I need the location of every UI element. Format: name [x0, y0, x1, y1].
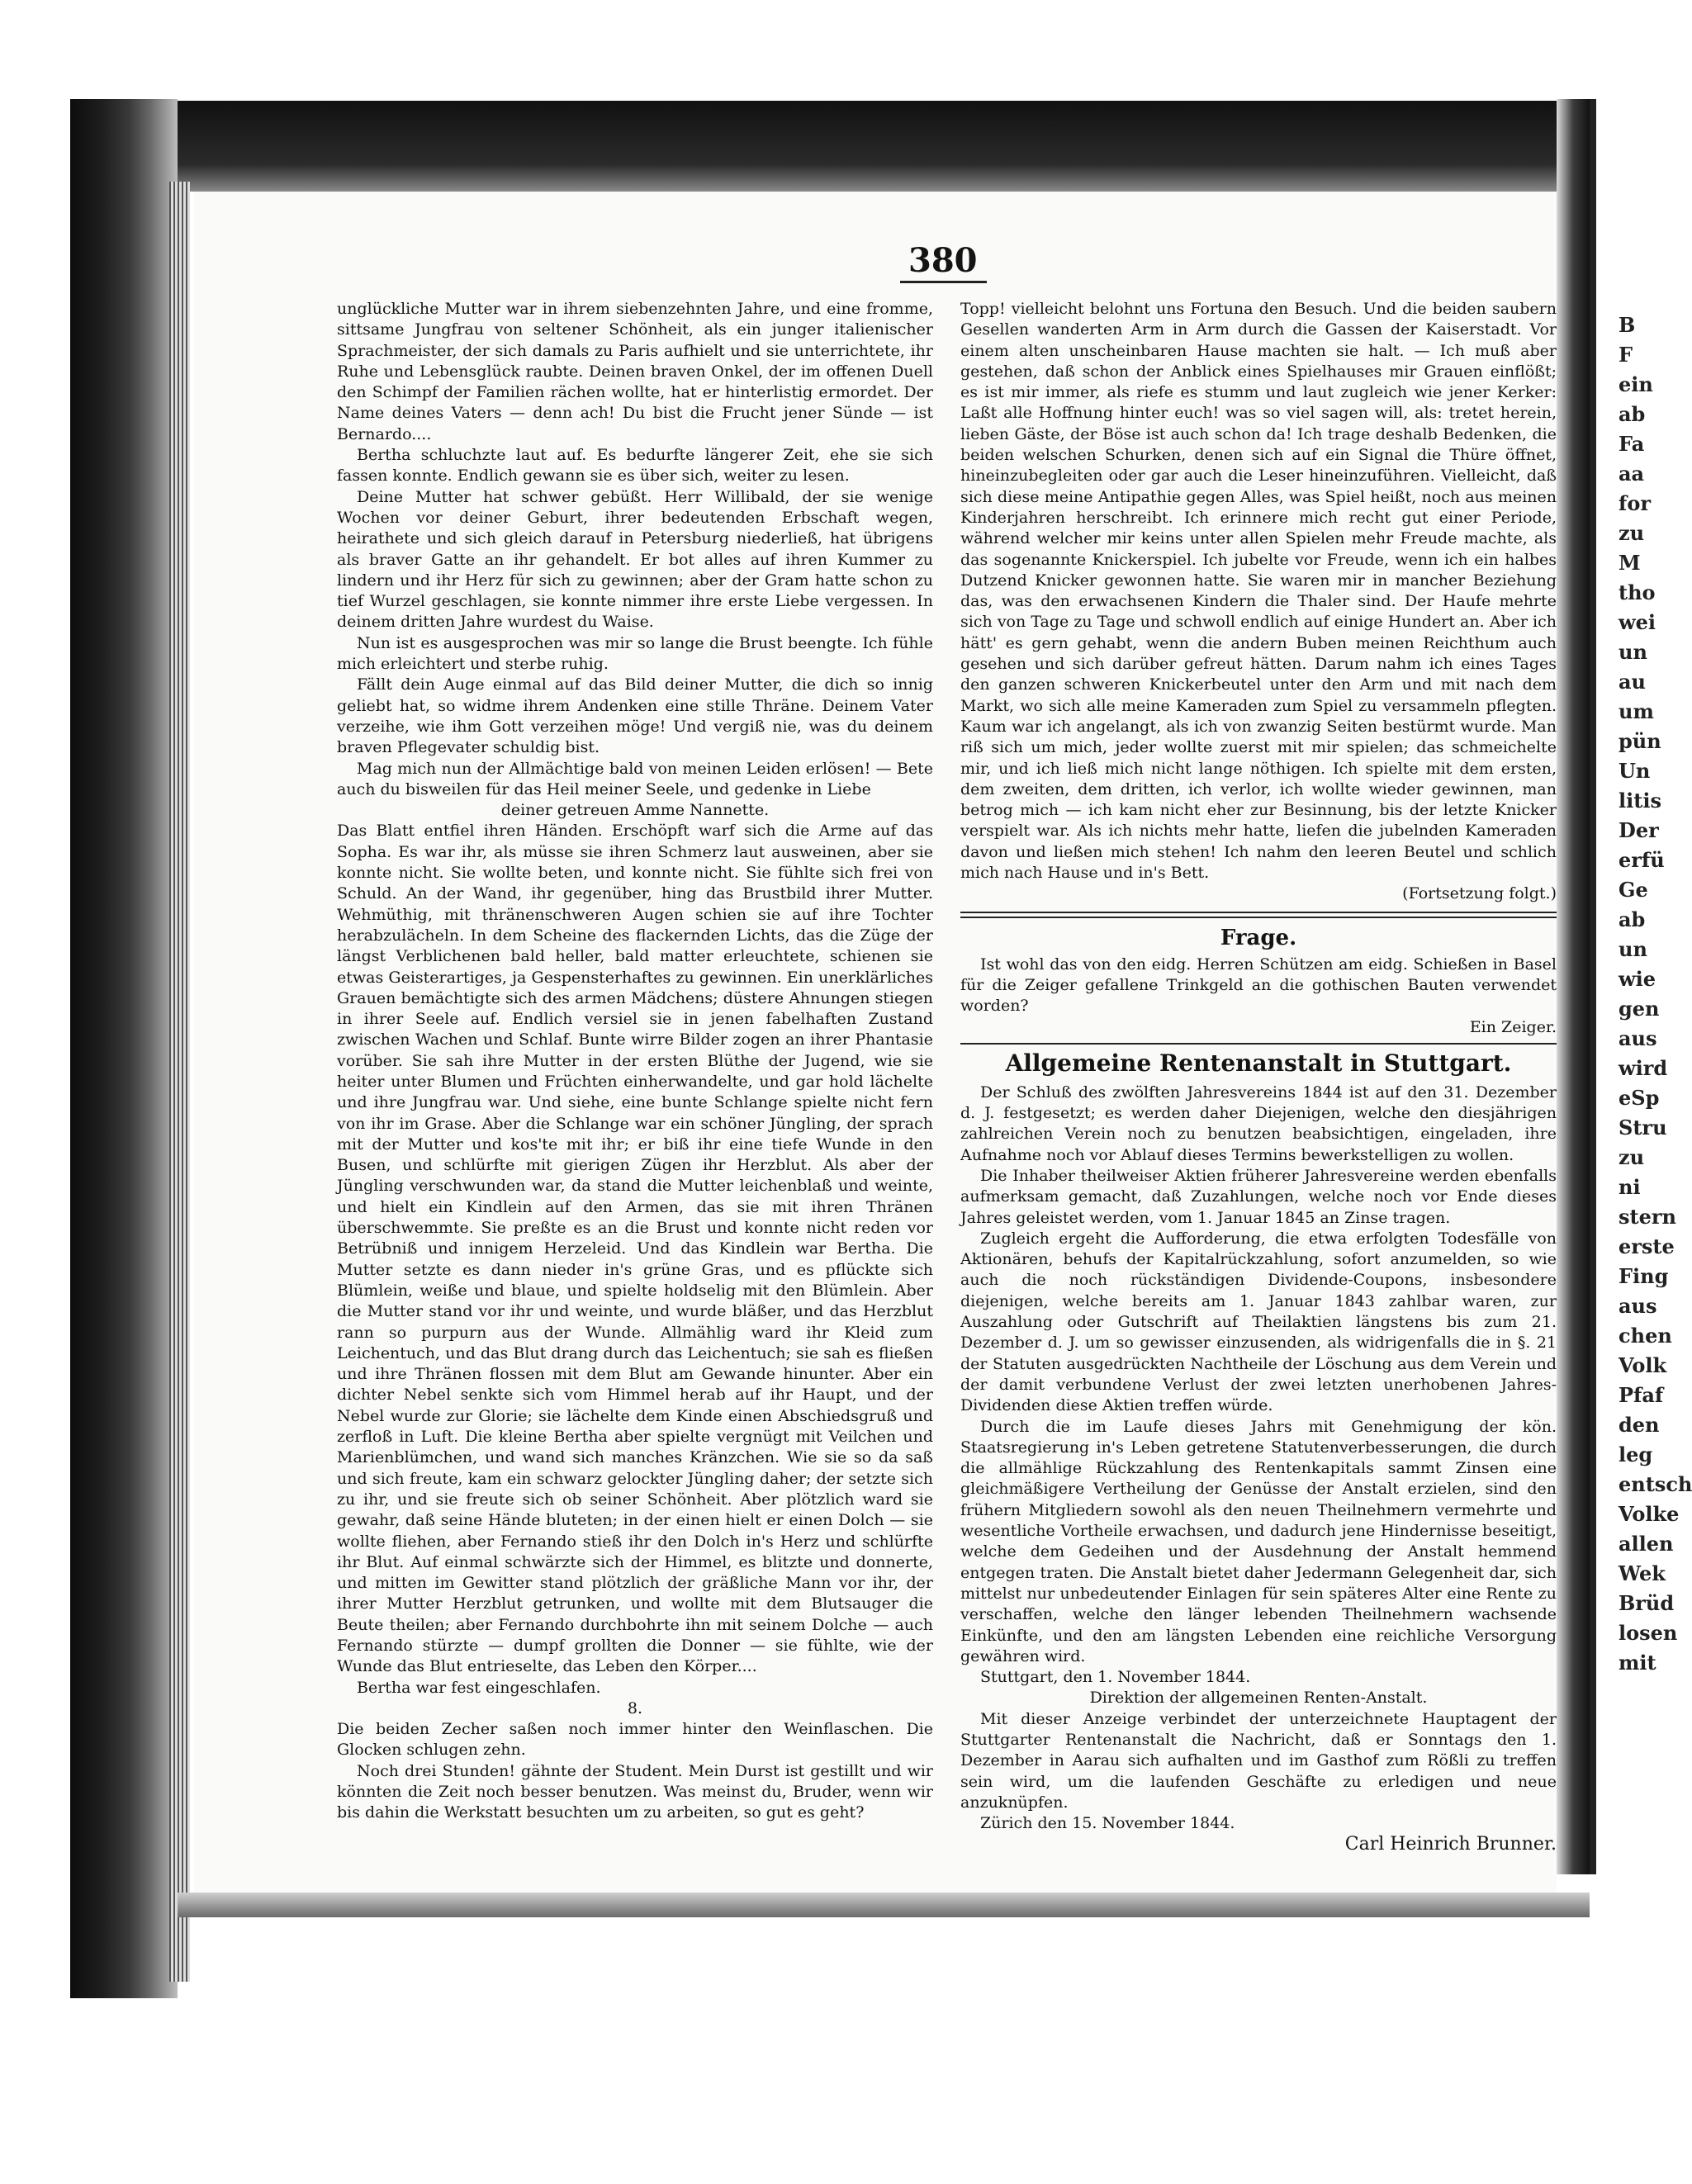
neighbor-fragment: au	[1619, 670, 1646, 694]
left-margin	[0, 0, 70, 2184]
announcement-place-date: Stuttgart, den 1. November 1844.	[980, 1668, 1251, 1687]
neighbor-fragment: Stru	[1619, 1116, 1667, 1139]
frage-signature: Ein Zeiger.	[1469, 1017, 1557, 1036]
neighbor-fragment: stern	[1619, 1205, 1676, 1229]
continued-note: (Fortsetzung folgt.)	[1402, 884, 1557, 903]
neighbor-fragment: M	[1619, 551, 1641, 575]
page-number-rule	[900, 281, 987, 283]
neighbor-fragment: aa	[1619, 462, 1645, 486]
neighbor-fragment: Fa	[1619, 432, 1645, 456]
neighbor-fragment: chen	[1619, 1324, 1672, 1348]
agent-notice: Mit dieser Anzeige verbindet der unterzeichnete Hauptagent der Stuttgarter Rentenanstalt die Nachricht, daß er Sonntags den 1. Dezember in Aarau sich aufhalten und im Gasthof zum Rößli zu treffen sein wird, um die laufenden Geschäfte zu erledigen und neue anzuknüpfen.	[960, 1709, 1557, 1812]
neighbor-fragment: Ge	[1619, 878, 1648, 902]
neighbor-fragment: ein	[1619, 372, 1653, 396]
letter-signature: deiner getreuen Amme Nannette.	[500, 801, 770, 820]
neighbor-fragment: erste	[1619, 1234, 1675, 1258]
neighbor-fragment: wei	[1619, 610, 1656, 634]
neighbor-fragment: pün	[1619, 729, 1661, 753]
announcement-issuer: Direktion der allgemeinen Renten-Anstalt.	[1089, 1689, 1428, 1708]
announcement-paragraph: Zugleich ergeht die Aufforderung, die etwa erfolgten Todesfälle von Aktionären, behufs der Kapitalrückzahlung, sofort anzumelden, so wie auch die noch rückständigen Dividende-Coupons, insbesondere diejenigen, welche bereits am 1. Januar 1843 zahlbar waren, zur Auszahlung oder Gutschrift auf Theilaktien längstens bis zum 21. Dezember d. J. um so gewisser einzusenden, als widrigenfalls die in §. 21 der Statuten ausgedrückten Nachtheile der Löschung aus dem Verein und der damit verbundene Verlust der zwei letzten unerhobenen Jahres-Dividenden diese Aktien treffen würde.	[960, 1229, 1557, 1415]
neighbor-fragment: gen	[1619, 997, 1660, 1021]
story-paragraph: Bertha war fest eingeschlafen.	[357, 1678, 601, 1697]
neighbor-fragment: F	[1619, 343, 1633, 367]
neighbor-fragment: mit	[1619, 1651, 1656, 1675]
neighbor-fragment: un	[1619, 937, 1647, 961]
neighbor-fragment: zu	[1619, 1145, 1645, 1169]
page-edges	[169, 182, 190, 1982]
neighbor-fragment: erfü	[1619, 848, 1665, 872]
story-paragraph: Topp! vielleicht belohnt uns Fortuna den Besuch. Und die beiden saubern Gesellen wanderten Arm in Arm durch die Gassen der Kaiserstadt. Vor einem alten unscheinbaren Hause machten sie halt. — Ich muß aber gestehen, daß schon der Anblick eines Spielhauses mir Grauen einflößt; es ist mir immer, als riefe es stumm und laut zugleich wie jener Kerker: Laßt alle Hoffnung hinter euch! was so viel sagen will, als: tretet herein, lieben Gäste, der Böse ist auch schon da! Ich trage deshalb Bedenken, die beiden welschen Schurken, denen sich auf ein Signal die Thüre öffnet, hineinzubegleiten oder gar auch die Leser hineinzuführen. Vielleicht, daß sich diese meine Antipathie gegen Alles, was Spiel heißt, noch aus meinen Kinderjahren herschreibt. Ich erinnere mich recht gut einer Periode, während welcher mir keins unter allen Spielen mehr Freude machte, als das sogenannte Knickerspiel. Ich jubelte vor Freude, wenn ich ein halbes Dutzend Knicker gewonnen hatte. Sie waren mir in mancher Beziehung das, was den erwachsenen Kindern die Thaler sind. Der Haufe mehrte sich von Tage zu Tage und schwoll endlich auf einige Hundert an. Aber ich hätt' es gern gehabt, wenn die andern Buben meinen Reichthum auch gesehen und sich darüber gefreut hätten. Darum nahm ich eines Tages den ganzen schweren Knickerbeutel unter den Arm und mit nach dem Markt, wo sich alle meine Kameraden zum Spiel zu versammeln pflegten. Kaum war ich angelangt, als ich von zwanzig Seiten bestürmt wurde. Man riß sich um mich, jeder wollte zuerst mit mir spielen; das schmeichelte mir, und ich ließ mich nicht lange nöthigen. Ich spielte mit dem ersten, dem zweiten, dem dritten, ich verlor, ich wollte wieder gewinnen, man betrog mich — ich kam nicht eher zur Besinnung, bis der letzte Knicker verspielt war. Als ich nichts mehr hatte, liefen die jubelnden Kameraden davon und ließen mich stehen! Ich nahm den leeren Beutel und schlich mich nach Hause und in's Bett.	[960, 300, 1557, 883]
neighbor-page-fragments	[1619, 313, 1692, 1883]
gutter-shadow	[1557, 99, 1590, 1874]
letter-paragraph: Fällt dein Auge einmal auf das Bild deiner Mutter, die dich so innig geliebt hat, so widme ihrem Andenken eine stille Thräne. Deinem Vater verzeihe, wie ihm Gott verzeihen möge! Und vergiß nie, was du deinem braven Pflegevater schuldig bist.	[337, 675, 933, 757]
neighbor-fragment: un	[1619, 640, 1647, 664]
neighbor-fragment: B	[1619, 313, 1636, 337]
announcement-heading: Allgemeine Rentenanstalt in Stuttgart.	[1005, 1049, 1512, 1077]
neighbor-fragment: Volk	[1619, 1353, 1667, 1377]
neighbor-fragment: den	[1619, 1413, 1660, 1437]
neighbor-fragment: ni	[1619, 1175, 1641, 1199]
neighbor-fragment: wird	[1619, 1056, 1668, 1080]
neighbor-fragment: eSp	[1619, 1086, 1660, 1110]
neighbor-fragment: tho	[1619, 580, 1656, 604]
book-bottom-edge	[178, 1893, 1590, 1917]
book-top-edge	[70, 101, 1581, 192]
neighbor-fragment: Brüd	[1619, 1591, 1675, 1615]
neighbor-fragment: Wek	[1619, 1561, 1666, 1585]
agent-notice-place-date: Zürich den 15. November 1844.	[980, 1814, 1235, 1833]
announcement-paragraph: Die Inhaber theilweiser Aktien früherer Jahresvereine werden ebenfalls aufmerksam gemacht, daß Zuzahlungen, welche noch vor Ende dieses Jahres geleistet werden, vom 1. Januar 1845 an Zinse tragen.	[960, 1166, 1557, 1227]
neighbor-fragment: Un	[1619, 759, 1651, 783]
letter-paragraph: unglückliche Mutter war in ihrem siebenzehnten Jahre, und eine fromme, sittsame Jungfrau von seltener Schönheit, als ein junger italienischer Sprachmeister, der sich damals zu Paris aufhielt und sie unterrichtete, ihr Ruhe und Lebensglück raubte. Deinen braven Onkel, der im offenen Duell den Schimpf der Familien rächen wollte, hat er hinterlistig ermordet. Der Name deines Vaters — denn ach! Du bist die Frucht jener Sünde — ist Bernardo....	[337, 300, 933, 443]
announcement-paragraph: Durch die im Laufe dieses Jahrs mit Genehmigung der kön. Staatsregierung in's Leben getretene Statutenverbesserungen, die durch die allmählige Rückzahlung des Rentenkapitals sammt Zinsen eine gleichmäßigere Vertheilung der Genüsse der Anstalt erzielen, sind den frühern Mitgliedern sowohl als den neuen Theilnehmern vermehrte und wesentliche Vortheile erwachsen, und dadurch jene Hindernisse beseitigt, welche dem Gedeihen und der Ausdehnung der Anstalt hemmend entgegen traten. Die Anstalt bietet daher Jedermann Gelegenheit dar, sich mittelst nur unbedeutender Einlagen für sein späteres Alter eine Rente zu verschaffen, welche den länger lebenden Theilnehmern wachsende Einkünfte, und den am längsten Lebenden eine reichliche Versorgung gewähren wird.	[960, 1417, 1557, 1665]
story-paragraph: Noch drei Stunden! gähnte der Student. Mein Durst ist gestillt und wir könnten die Zeit noch besser benutzen. Was meinst du, Bruder, wenn wir bis dahin die Werkstatt besuchten um zu arbeiten, so gut es geht?	[337, 1761, 933, 1822]
neighbor-fragment: um	[1619, 699, 1654, 723]
section-separator	[960, 912, 1557, 918]
section-number: 8.	[627, 1698, 643, 1717]
neighbor-fragment: litis	[1619, 789, 1661, 812]
agent-signature: Carl Heinrich Brunner.	[1344, 1834, 1557, 1855]
neighbor-fragment: losen	[1619, 1621, 1678, 1645]
gutter-line	[1590, 99, 1596, 1874]
neighbor-fragment: for	[1619, 491, 1651, 515]
neighbor-fragment: Der	[1619, 818, 1659, 842]
letter-paragraph: Bertha schluchzte laut auf. Es bedurfte längerer Zeit, ehe sie sich fassen konnte. Endlich gewann sie es über sich, weiter zu lesen.	[337, 446, 933, 486]
right-column	[960, 299, 1557, 1855]
neighbor-fragment: Fing	[1619, 1264, 1669, 1288]
left-column	[337, 299, 933, 1824]
neighbor-fragment: Pfaf	[1619, 1383, 1664, 1407]
letter-paragraph: Deine Mutter hat schwer gebüßt. Herr Willibald, der sie wenige Wochen vor deiner Geburt, ihrer bedeutenden Erbschaft wegen, heirathete und sich gleich darauf in Petersburg niederließ, hat übrigens als braver Gatte an ihr gehandelt. Er bot alles auf ihren Kummer zu lindern und ihr Herz für sich zu gewinnen; aber der Gram hatte schon zu tief Wurzel geschlagen, sie konnte nimmer ihre erste Liebe vergessen. In deinem dritten Jahre wurdest du Waise.	[337, 487, 933, 632]
letter-paragraph: Nun ist es ausgesprochen was mir so lange die Brust beengte. Ich fühle mich erleichtert und sterbe ruhig.	[337, 633, 933, 674]
frage-heading: Frage.	[1220, 925, 1297, 950]
book-spine	[70, 99, 178, 1998]
story-paragraph: Die beiden Zecher saßen noch immer hinter den Weinflaschen. Die Glocken schlugen zehn.	[337, 1720, 933, 1760]
neighbor-fragment: zu	[1619, 521, 1645, 545]
story-paragraph: Das Blatt entfiel ihren Händen. Erschöpft warf sich die Arme auf das Sopha. Es war ihr, als müsse sie ihren Schmerz laut ausweinen, aber sie konnte nicht. Sie wollte beten, und konnte nicht. Sie fühlte sich frei von Schuld. An der Wand, ihr gegenüber, hing das Brustbild ihrer Mutter. Wehmüthig, mit thränenschweren Augen schien sie auf ihre Tochter herabzulächeln. In dem Scheine des flackernden Lichts, das die Züge der längst Verblichenen bald heller, bald matter erleuchtete, schienen sie etwas Geisterartiges, ja Gespensterhaftes zu gewinnen. Ein unerklärliches Grauen bemächtigte sich des armen Mädchens; düstere Ahnungen stiegen in ihrer Seele auf. Endlich versiel sie in jenen fabelhaften Zustand zwischen Wachen und Schlaf. Bunte wirre Bilder zogen an ihrer Phantasie vorüber. Sie sah ihre Mutter in der ersten Blüthe der Jugend, wie sie heiter unter Blumen und Früchten einherwandelte, und gar hold lächelte und ihre Jungfrau war. Und siehe, eine bunte Schlange spielte nicht fern von ihr im Grase. Aber die Schlange war ein schöner Jüngling, der sprach mit der Mutter und kos'te mit ihr; er biß ihr eine tiefe Wunde in den Busen, und schlürfte mit gierigen Zügen ihr Herzblut. Als aber der Jüngling verschwunden war, da stand die Mutter leichenblaß und weinte, und hielt ein Kindlein auf den Armen, das sie mit ihren Thränen überschwemmte. Sie preßte es an die Brust und konnte nicht reden vor Betrübniß und innigem Herzeleid. Und das Kindlein war Bertha. Die Mutter setzte es dann nieder in's grüne Gras, und es pflückte sich Blümlein, weiße und blaue, und spielte holdselig mit den Blümlein. Aber die Mutter stand vor ihr und weinte, und wurde bläßer, und das Herzblut rann so purpurn aus der Wunde. Allmählig ward ihr Kleid zum Leichentuch, und das Blut drang durch das Leichentuch; sie sah es fließen und ihre Thränen flossen mit dem Blut am Gewande hinunter. Aber ein dichter Nebel senkte sich vom Himmel herab auf ihr Haupt, und der Nebel wurde zur Glorie; sie lächelte dem Kinde einen Abschiedsgruß und zerfloß in Luft. Die kleine Bertha aber spielte vergnügt mit Veilchen und Marienblümchen, und wand sich manches Kränzchen. Wie sie so da saß und sich freute, kam ein schwarz gelockter Jüngling daher; der setzte sich zu ihr, und sie freute sich ob seiner Schönheit. Aber plötzlich ward sie gewahr, daß seine Hände bluteten; in der einen hielt er einen Dolch — sie wollte fliehen, aber Fernando stieß ihr den Dolch in's Herz und schlürfte ihr Blut. Auf einmal schwärzte sich der Himmel, es blitzte und donnerte, und mitten im Gewitter stand plötzlich der gräßliche Mann vor ihr, der ihrer Mutter Herzblut getrunken, und wollte mit dem Blutsauger die Beute theilen; aber Fernando durchbohrte ihn mit seinem Dolche — auch Fernando stürzte — dumpf grollten die Donner — sie fühlte, wie der Wunde das Blut entrieselte, das Leben den Körper....	[337, 822, 933, 1676]
neighbor-fragment: wie	[1619, 967, 1656, 991]
neighbor-fragment: aus	[1619, 1026, 1657, 1050]
neighbor-fragment: leg	[1619, 1443, 1653, 1466]
neighbor-fragment: Volke	[1619, 1502, 1680, 1526]
neighbor-fragment: allen	[1619, 1532, 1674, 1556]
page-number: 380	[908, 241, 978, 280]
announcement-paragraph: Der Schluß des zwölften Jahresvereins 1844 ist auf den 31. Dezember d. J. festgesetzt; es werden daher Diejenigen, welche den diesjährigen zahlreichen Verein noch zu benutzen beabsichtigen, eingeladen, ihre Aufnahme noch vor Ablauf dieses Termins bewerkstelligen zu wollen.	[960, 1083, 1557, 1164]
section-separator	[960, 1043, 1557, 1045]
neighbor-fragment: entsch	[1619, 1472, 1692, 1496]
neighbor-fragment: ab	[1619, 907, 1646, 931]
neighbor-fragment: aus	[1619, 1294, 1657, 1318]
neighbor-fragment: ab	[1619, 402, 1646, 426]
letter-paragraph: Mag mich nun der Allmächtige bald von meinen Leiden erlösen! — Bete auch du bisweilen für das Heil meiner Seele, und gedenke in Liebe	[337, 759, 933, 798]
frage-text: Ist wohl das von den eidg. Herren Schützen am eidg. Schießen in Basel für die Zeiger gefallene Trinkgeld an die gothischen Bauten verwendet worden?	[960, 955, 1557, 1016]
